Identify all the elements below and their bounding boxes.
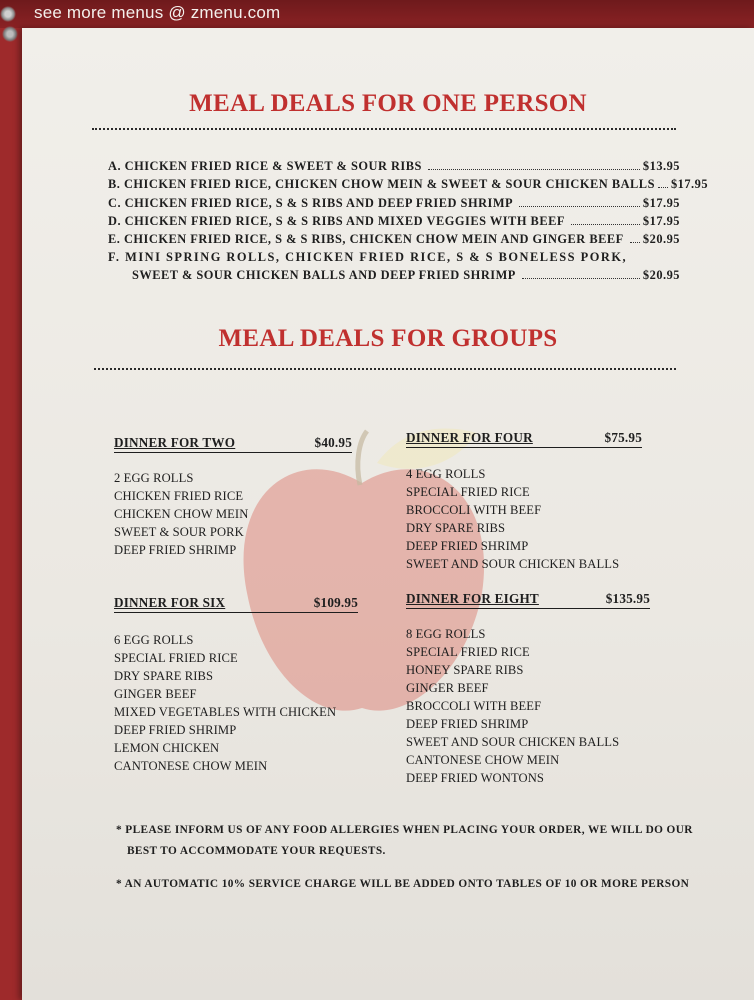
allergy-note-line2: BEST TO ACCOMMODATE YOUR REQUESTS.	[127, 845, 386, 857]
list-item: MIXED VEGETABLES WITH CHICKEN	[114, 705, 337, 719]
list-item: 2 EGG ROLLS	[114, 471, 194, 485]
group-price: $135.95	[605, 591, 650, 606]
deal-c	[108, 196, 680, 211]
divider	[94, 368, 676, 370]
deal-price: $20.95	[642, 268, 680, 282]
list-item: DEEP FRIED SHRIMP	[406, 539, 529, 553]
deal-f-continued	[132, 268, 680, 283]
list-item: DEEP FRIED WONTONS	[406, 771, 545, 785]
list-item: GINGER BEEF	[114, 687, 197, 701]
deal-text: D. CHICKEN FRIED RICE, S & S RIBS AND MIXED VEGGIES WITH BEEF	[108, 214, 565, 228]
list-item: SWEET & SOUR PORK	[114, 525, 244, 539]
deal-text: C. CHICKEN FRIED RICE, S & S RIBS AND DEEP FRIED SHRIMP	[108, 196, 514, 210]
list-item: DRY SPARE RIBS	[406, 521, 506, 535]
deal-b	[108, 177, 709, 192]
deal-text: F. MINI SPRING ROLLS, CHICKEN FRIED RICE, S & S BONELESS PORK,	[108, 250, 628, 264]
service-charge-note: * AN AUTOMATIC 10% SERVICE CHARGE WILL BE ADDED ONTO TABLES OF 10 OR MORE PERSON	[116, 878, 690, 890]
allergy-note	[116, 820, 706, 862]
dinner-for-two-items	[114, 469, 248, 559]
group-name: DINNER FOR EIGHT	[406, 591, 539, 606]
deal-text: B. CHICKEN FRIED RICE, CHICKEN CHOW MEIN & SWEET & SOUR CHICKEN BALLS	[108, 177, 655, 191]
group-name: DINNER FOR SIX	[114, 595, 226, 610]
list-item: SWEET AND SOUR CHICKEN BALLS	[406, 735, 620, 749]
list-item: DEEP FRIED SHRIMP	[114, 543, 237, 557]
list-item: DEEP FRIED SHRIMP	[406, 717, 529, 731]
deal-d	[108, 214, 680, 229]
dinner-for-six-header	[114, 595, 358, 613]
list-item: BROCCOLI WITH BEEF	[406, 699, 542, 713]
deal-text: SWEET & SOUR CHICKEN BALLS AND DEEP FRIED SHRIMP	[132, 268, 516, 282]
divider	[92, 128, 676, 130]
group-price: $75.95	[604, 430, 642, 445]
watermark-text: see more menus @ zmenu.com	[34, 3, 281, 22]
list-item: SPECIAL FRIED RICE	[406, 645, 530, 659]
dinner-for-eight-items	[406, 625, 619, 787]
deal-price: $20.95	[642, 232, 680, 246]
watermark-bar	[0, 0, 754, 28]
group-name: DINNER FOR TWO	[114, 435, 236, 450]
list-item: HONEY SPARE RIBS	[406, 663, 524, 677]
group-price: $40.95	[314, 435, 352, 450]
deal-text: A. CHICKEN FRIED RICE & SWEET & SOUR RIBS	[108, 159, 422, 173]
groups-heading: MEAL DEALS FOR GROUPS	[218, 325, 558, 352]
menu-page	[22, 28, 754, 1000]
list-item: SPECIAL FRIED RICE	[406, 485, 530, 499]
deal-f	[108, 250, 680, 265]
deal-e	[108, 232, 680, 247]
list-item: CHICKEN FRIED RICE	[114, 489, 244, 503]
deal-price: $17.95	[670, 177, 709, 191]
deal-a	[108, 159, 680, 174]
list-item: 4 EGG ROLLS	[406, 467, 486, 481]
dinner-for-six-items	[114, 631, 336, 775]
deal-price: $13.95	[642, 159, 680, 173]
list-item: 8 EGG ROLLS	[406, 627, 486, 641]
list-item: CANTONESE CHOW MEIN	[406, 753, 560, 767]
list-item: DRY SPARE RIBS	[114, 669, 214, 683]
group-price: $109.95	[313, 595, 358, 610]
list-item: BROCCOLI WITH BEEF	[406, 503, 542, 517]
dinner-for-two-header	[114, 435, 352, 453]
list-item: SPECIAL FRIED RICE	[114, 651, 238, 665]
dinner-for-four-items	[406, 465, 619, 573]
deal-text: E. CHICKEN FRIED RICE, S & S RIBS, CHICKEN CHOW MEIN AND GINGER BEEF	[108, 232, 624, 246]
deal-price: $17.95	[642, 214, 680, 228]
list-item: CHICKEN CHOW MEIN	[114, 507, 249, 521]
group-name: DINNER FOR FOUR	[406, 430, 533, 445]
deal-price: $17.95	[642, 196, 680, 210]
list-item: LEMON CHICKEN	[114, 741, 220, 755]
list-item: DEEP FRIED SHRIMP	[114, 723, 237, 737]
list-item: CANTONESE CHOW MEIN	[114, 759, 268, 773]
list-item: 6 EGG ROLLS	[114, 633, 194, 647]
list-item: GINGER BEEF	[406, 681, 489, 695]
allergy-note-line1: * PLEASE INFORM US OF ANY FOOD ALLERGIES WHEN PLACING YOUR ORDER, WE WILL DO OUR	[116, 824, 693, 836]
one-person-heading: MEAL DEALS FOR ONE PERSON	[189, 90, 587, 117]
dinner-for-four-header	[406, 430, 642, 448]
list-item: SWEET AND SOUR CHICKEN BALLS	[406, 557, 620, 571]
dinner-for-eight-header	[406, 591, 650, 609]
